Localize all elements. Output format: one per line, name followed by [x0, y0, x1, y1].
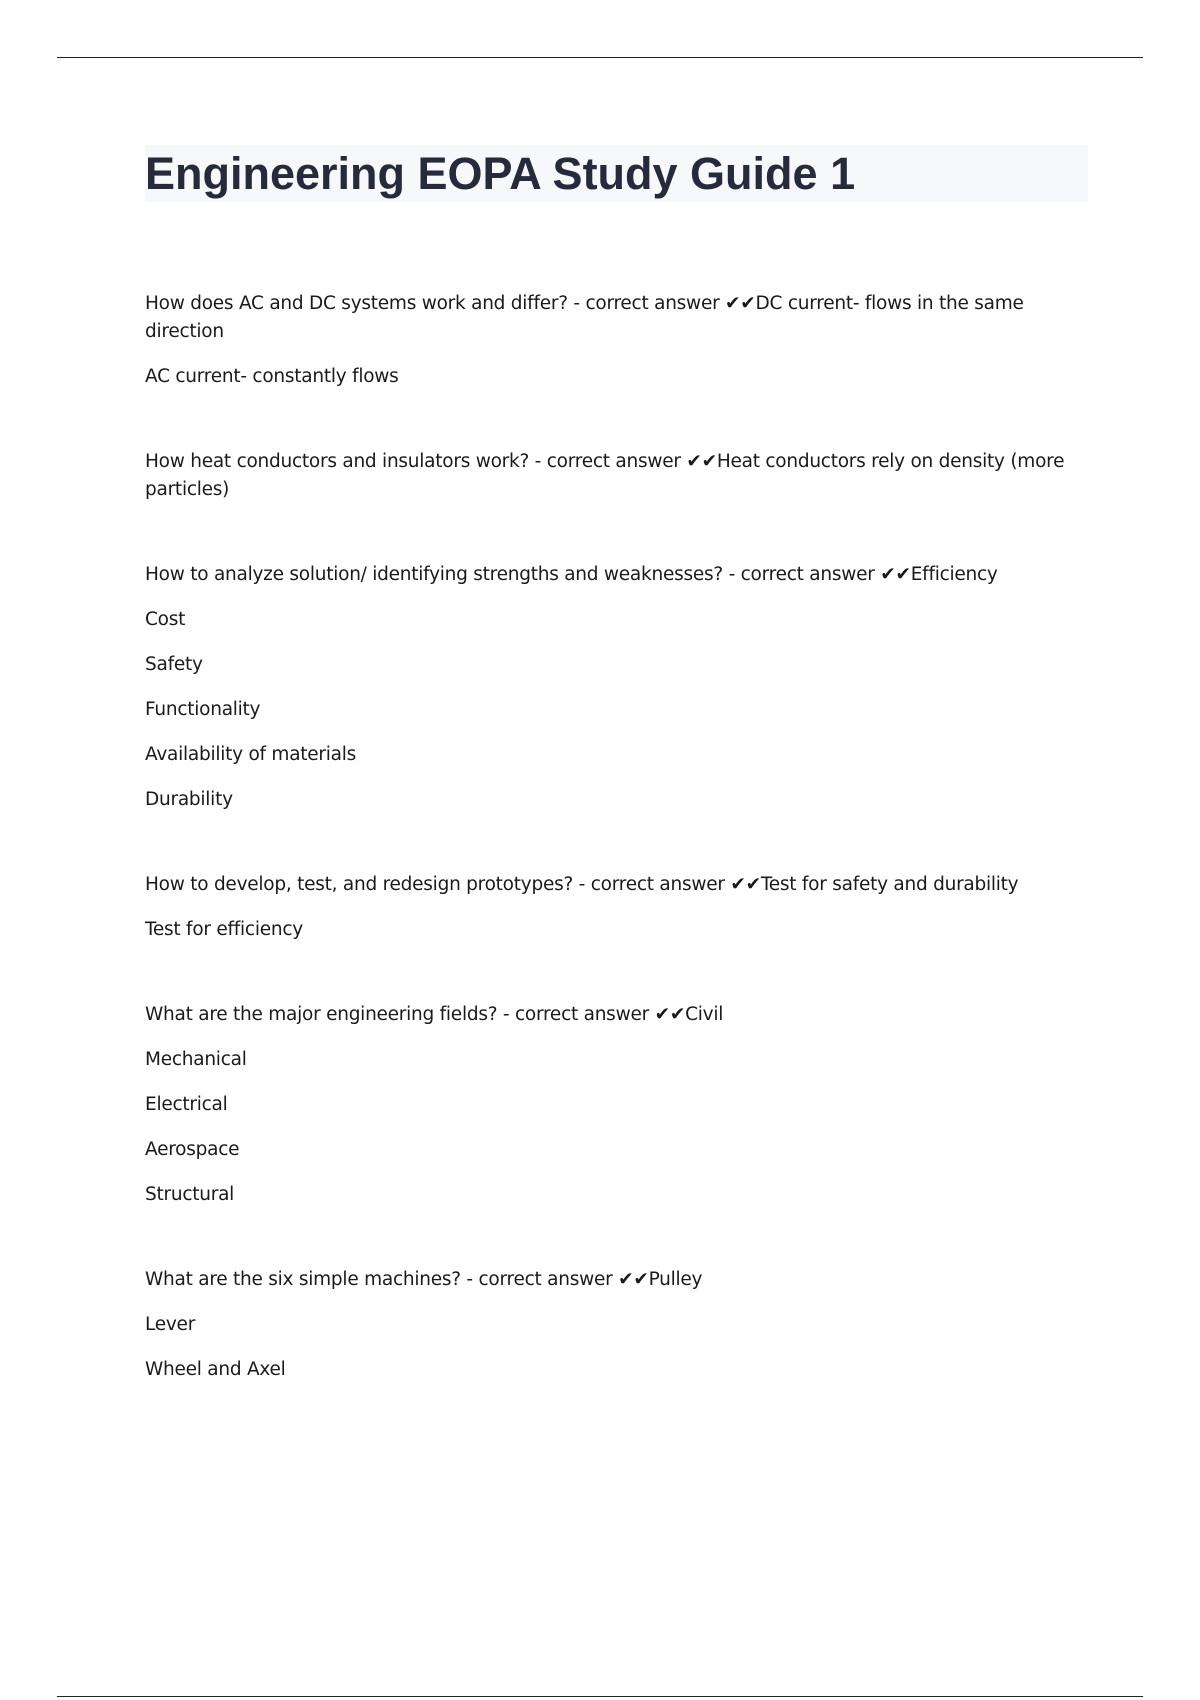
- question-line: How to develop, test, and redesign prototypes? - correct answer ✔✔Test for safety and durability: [145, 874, 1019, 895]
- qa-item-engineering-fields: [145, 1001, 1075, 1209]
- answer-line: Lever: [145, 1314, 196, 1335]
- answer-line: Mechanical: [145, 1049, 247, 1070]
- qa-item-simple-machines: [145, 1266, 1075, 1384]
- answer-line: Safety: [145, 654, 203, 675]
- qa-item-prototypes: [145, 871, 1075, 944]
- question-line: How to analyze solution/ identifying strengths and weaknesses? - correct answer ✔✔Efficiency: [145, 564, 998, 585]
- qa-item-analyze-solution: [145, 561, 1075, 814]
- answer-line: Cost: [145, 609, 186, 630]
- answer-line: Availability of materials: [145, 744, 357, 765]
- title-banner: [145, 145, 1088, 202]
- answer-line: AC current- constantly flows: [145, 366, 399, 387]
- footer-rule: [57, 1696, 1143, 1697]
- question-line: How heat conductors and insulators work? - correct answer ✔✔Heat conductors rely on density (more particles): [145, 451, 1065, 500]
- answer-line: Electrical: [145, 1094, 228, 1115]
- document-title: Engineering EOPA Study Guide 1: [145, 148, 856, 199]
- answer-line: Structural: [145, 1184, 235, 1205]
- qa-item-heat-conductors: [145, 448, 1075, 504]
- question-line: How does AC and DC systems work and differ? - correct answer ✔✔DC current- flows in the same direction: [145, 293, 1024, 342]
- qa-item-ac-dc: [145, 290, 1075, 391]
- answer-line: Durability: [145, 789, 233, 810]
- question-line: What are the six simple machines? - correct answer ✔✔Pulley: [145, 1269, 703, 1290]
- answer-line: Functionality: [145, 699, 261, 720]
- answer-line: Aerospace: [145, 1139, 240, 1160]
- header-rule: [57, 57, 1143, 58]
- qa-list: [145, 290, 1075, 1441]
- answer-line: Wheel and Axel: [145, 1359, 286, 1380]
- answer-line: Test for efficiency: [145, 919, 303, 940]
- question-line: What are the major engineering fields? - correct answer ✔✔Civil: [145, 1004, 724, 1025]
